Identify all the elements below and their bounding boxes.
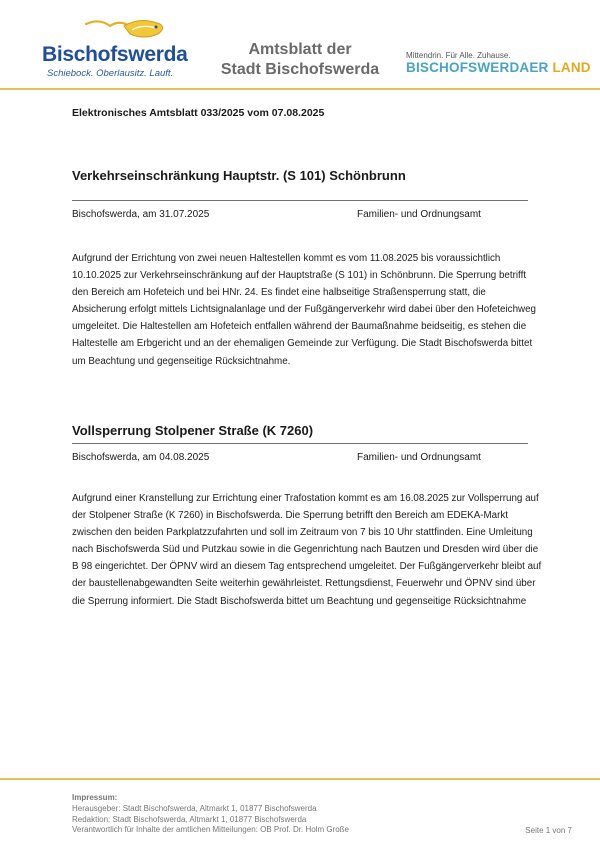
article-divider <box>72 443 528 444</box>
article-department: Familien- und Ordnungsamt <box>357 452 481 463</box>
city-logo <box>42 16 188 80</box>
logo-tagline: Schiebock. Oberlausitz. Lauft. <box>47 68 174 79</box>
imprint-publisher: Herausgeber: Stadt Bischofswerda, Altmarkt 1, 01877 Bischofswerda <box>72 803 317 813</box>
region-name <box>406 60 591 75</box>
page-number: Seite 1 von 7 <box>525 826 572 835</box>
article-title: Vollsperrung Stolpener Straße (K 7260) <box>72 423 314 438</box>
region-logo <box>406 51 591 75</box>
article-text: Aufgrund der Errichtung von zwei neuen Haltestellen kommt es vom 11.08.2025 bis voraussichtlich 10.10.2025 zur Verkehrseinschränkung auf der Hauptstraße (S 101) in Schönbrunn. Die Sperrung betrifft den Bereich am Hofeteich und bei HNr. 24. Es findet eine halbseitige Straßensperrung statt, die Absicherung erfolgt mittels Lichtsignalanlage und der Fußgängerverkehr wird dabei über den Hofeteichweg umgeleitet. Die Haltestellen am Hofeteich entfallen während der Baumaßnahme beidseitig, es stehen die Haltestelle am Erbgericht und an der ehemaligen Gemeinde zur Verfügung. Die Stadt Bischofswerda bittet um Beachtung und gegenseitige Rücksichtnahme. <box>72 253 536 367</box>
gazette-title <box>205 40 395 80</box>
article-place-date: Bischofswerda, am 04.08.2025 <box>72 452 210 463</box>
article-title: Verkehrseinschränkung Hauptstr. (S 101) Schönbrunn <box>72 168 406 183</box>
imprint-responsible: Verantwortlich für Inhalte der amtlichen Mitteilungen: OB Prof. Dr. Holm Große <box>72 825 350 835</box>
article-text: Aufgrund einer Kranstellung zur Errichtung einer Trafostation kommt es am 16.08.2025 zur Vollsperrung auf der Stolpener Straße (K 7260) in Bischofswerda. Die Sperrung betrifft den Bereich am EDEKA-Markt zwischen den beiden Parkplatzzufahrten und soll im Zeitraum von 7 bis 10 Uhr stattfinden. Eine Umleitung nach Bischofswerda Süd und Putzkau sowie in die Gegenrichtung nach Bautzen und Dresden wird über die B 98 eingerichtet. Der ÖPNV wird an diesem Tag entsprechend umgeleitet. Der Fußgängerverkehr bleibt auf der baustellenabgewandten Seite weiterhin gewährleistet. Rettungsdienst, Feuerwehr und ÖPNV sind über die Sperrung informiert. Die Stadt Bischofswerda bittet um Beachtung und gegenseitige Rücksichtnahme <box>72 493 542 607</box>
gazette-title-line2: Stadt Bischofswerda <box>220 61 380 78</box>
logo-name: Bischofswerda <box>42 43 188 66</box>
imprint-editor: Redaktion: Stadt Bischofswerda, Altmarkt 1, 01877 Bischofswerda <box>72 814 307 824</box>
article-place-date: Bischofswerda, am 31.07.2025 <box>72 209 210 220</box>
header-divider <box>0 88 600 90</box>
article-department: Familien- und Ordnungsamt <box>357 209 481 220</box>
region-name-part2: LAND <box>552 60 591 75</box>
region-slogan: Mittendrin. Für Alle. Zuhause. <box>406 51 511 60</box>
imprint-heading: Impressum: <box>72 793 118 802</box>
gazette-title-line1: Amtsblatt der <box>248 41 352 58</box>
imprint <box>72 793 349 836</box>
region-name-part1: BISCHOFSWERDAER <box>406 60 553 75</box>
footer-divider <box>0 778 600 780</box>
issue-title: Elektronisches Amtsblatt 033/2025 vom 07.08.2025 <box>72 107 325 119</box>
birds-logo-icon <box>80 16 170 42</box>
article-divider <box>72 200 528 201</box>
